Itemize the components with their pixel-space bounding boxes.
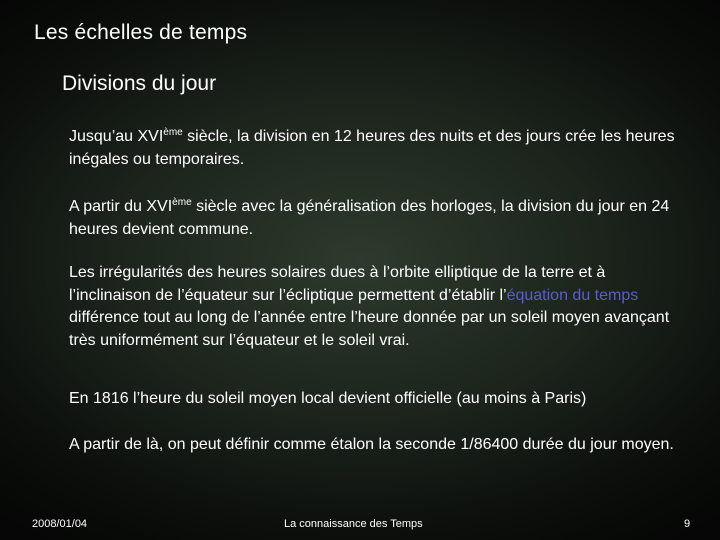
equation-du-temps-link[interactable]: équation du temps bbox=[506, 286, 639, 304]
footer-date: 2008/01/04 bbox=[32, 518, 88, 530]
footer-page-number: 9 bbox=[684, 518, 691, 530]
paragraph-1-superscript: ème bbox=[163, 127, 183, 138]
paragraph-3 bbox=[69, 262, 689, 352]
paragraph-2-superscript: ème bbox=[172, 197, 192, 208]
paragraph-2-text-before: A partir du XVI bbox=[69, 198, 173, 215]
slide-title: Les échelles de temps bbox=[34, 21, 248, 44]
paragraph-3-text-before: Les irrégularités des heures solaires dues à l’orbite elliptique de la terre et à l’inclinaison de l’équateur sur l’écliptique permettent d’établir l’ bbox=[69, 264, 606, 304]
paragraph-1-text-after: siècle, la division en 12 heures des nuits et des jours crée les heures inégales ou temporaires. bbox=[69, 128, 675, 168]
paragraph-4: En 1816 l’heure du soleil moyen local devient officielle (au moins à Paris) bbox=[69, 390, 587, 407]
paragraph-5: A partir de là, on peut définir comme étalon la seconde 1/86400 durée du jour moyen. bbox=[69, 436, 674, 453]
paragraph-3-text-after: différence tout au long de l’année entre l’heure donnée par un soleil moyen avançant très uniformément sur l’équateur et le soleil vrai. bbox=[69, 309, 670, 349]
paragraph-1 bbox=[69, 126, 689, 171]
paragraph-2-text-after: siècle avec la généralisation des horloges, la division du jour en 24 heures devient commune. bbox=[69, 198, 670, 238]
paragraph-1-text-before: Jusqu’au XVI bbox=[69, 128, 164, 145]
footer-title: La connaissance des Temps bbox=[284, 518, 423, 530]
slide-subtitle: Divisions du jour bbox=[62, 72, 217, 95]
paragraph-2 bbox=[69, 196, 689, 241]
